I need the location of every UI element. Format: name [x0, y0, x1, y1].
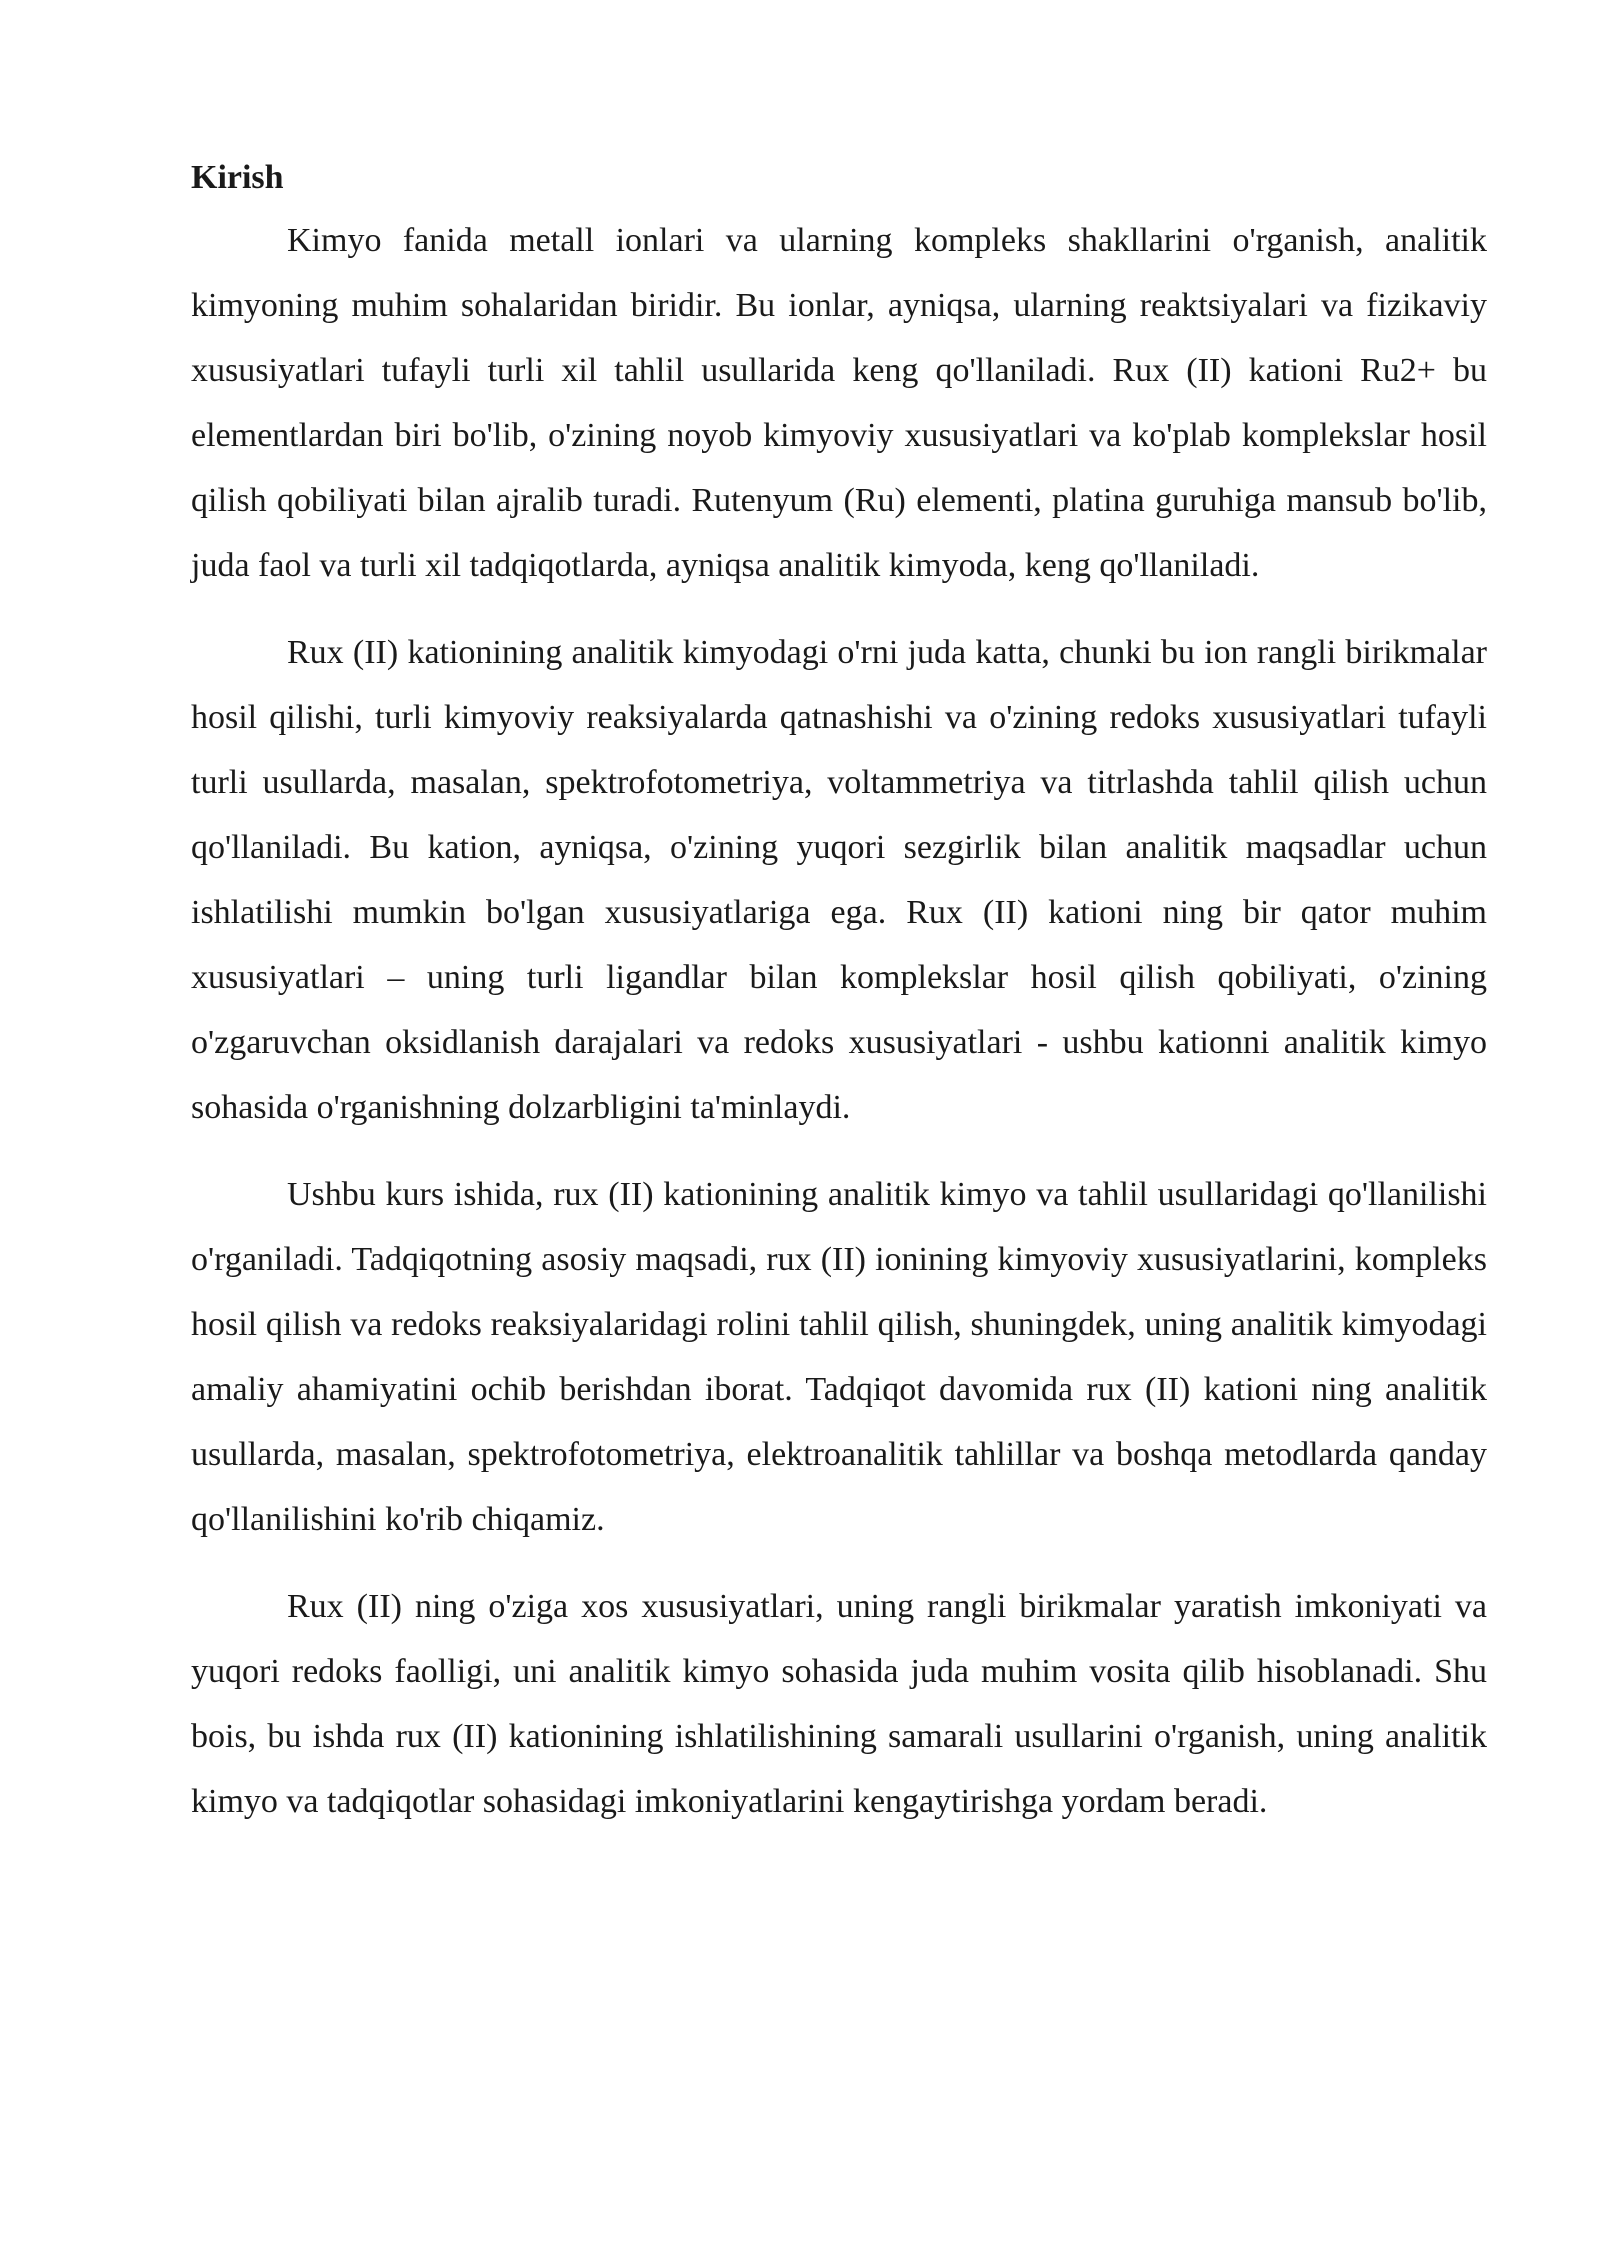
- paragraph-3: Ushbu kurs ishida, rux (II) kationining analitik kimyo va tahlil usullaridagi qo'llanilishi o'rganiladi. Tadqiqotning asosiy maqsadi, rux (II) ionining kimyoviy xususiyatlarini, kompleks hosil qilish va redoks reaksiyalaridagi rolini tahlil qilish, shuningdek, uning analitik kimyodagi amaliy ahamiyatini ochib berishdan iborat. Tadqiqot davomida rux (II) kationi ning analitik usullarda, masalan, spektrofotometriya, elektroanalitik tahlillar va boshqa metodlarda qanday qo'llanilishini ko'rib chiqamiz.: [191, 1176, 1487, 1538]
- section-heading: Kirish: [191, 159, 284, 196]
- paragraph-2: Rux (II) kationining analitik kimyodagi o'rni juda katta, chunki bu ion rangli birikmalar hosil qilishi, turli kimyoviy reaksiyalarda qatnashishi va o'zining redoks xususiyatlari tufayli turli usullarda, masalan, spektrofotometriya, voltammetriya va titrlashda tahlil qilish uchun qo'llaniladi. Bu kation, ayniqsa, o'zining yuqori sezgirlik bilan analitik maqsadlar uchun ishlatilishi mumkin bo'lgan xususiyatlariga ega. Rux (II) kationi ning bir qator muhim xususiyatlari – uning turli ligandlar bilan komplekslar hosil qilish qobiliyati, o'zining o'zgaruvchan oksidlanish darajalari va redoks xususiyatlari - ushbu kationni analitik kimyo sohasida o'rganishning dolzarbligini ta'minlaydi.: [191, 634, 1487, 1126]
- document-body: [191, 148, 1487, 1856]
- paragraph-1: Kimyo fanida metall ionlari va ularning kompleks shakllarini o'rganish, analitik kimyoning muhim sohalaridan biridir. Bu ionlar, ayniqsa, ularning reaktsiyalari va fizikaviy xususiyatlari tufayli turli xil tahlil usullarida keng qo'llaniladi. Rux (II) kationi Ru2+ bu elementlardan biri bo'lib, o'zining noyob kimyoviy xususiyatlari va ko'plab komplekslar hosil qilish qobiliyati bilan ajralib turadi. Rutenyum (Ru) elementi, platina guruhiga mansub bo'lib, juda faol va turli xil tadqiqotlarda, ayniqsa analitik kimyoda, keng qo'llaniladi.: [191, 222, 1487, 584]
- paragraph-4: Rux (II) ning o'ziga xos xususiyatlari, uning rangli birikmalar yaratish imkoniyati va yuqori redoks faolligi, uni analitik kimyo sohasida juda muhim vosita qilib hisoblanadi. Shu bois, bu ishda rux (II) kationining ishlatilishining samarali usullarini o'rganish, uning analitik kimyo va tadqiqotlar sohasidagi imkoniyatlarini kengaytirishga yordam beradi.: [191, 1588, 1487, 1820]
